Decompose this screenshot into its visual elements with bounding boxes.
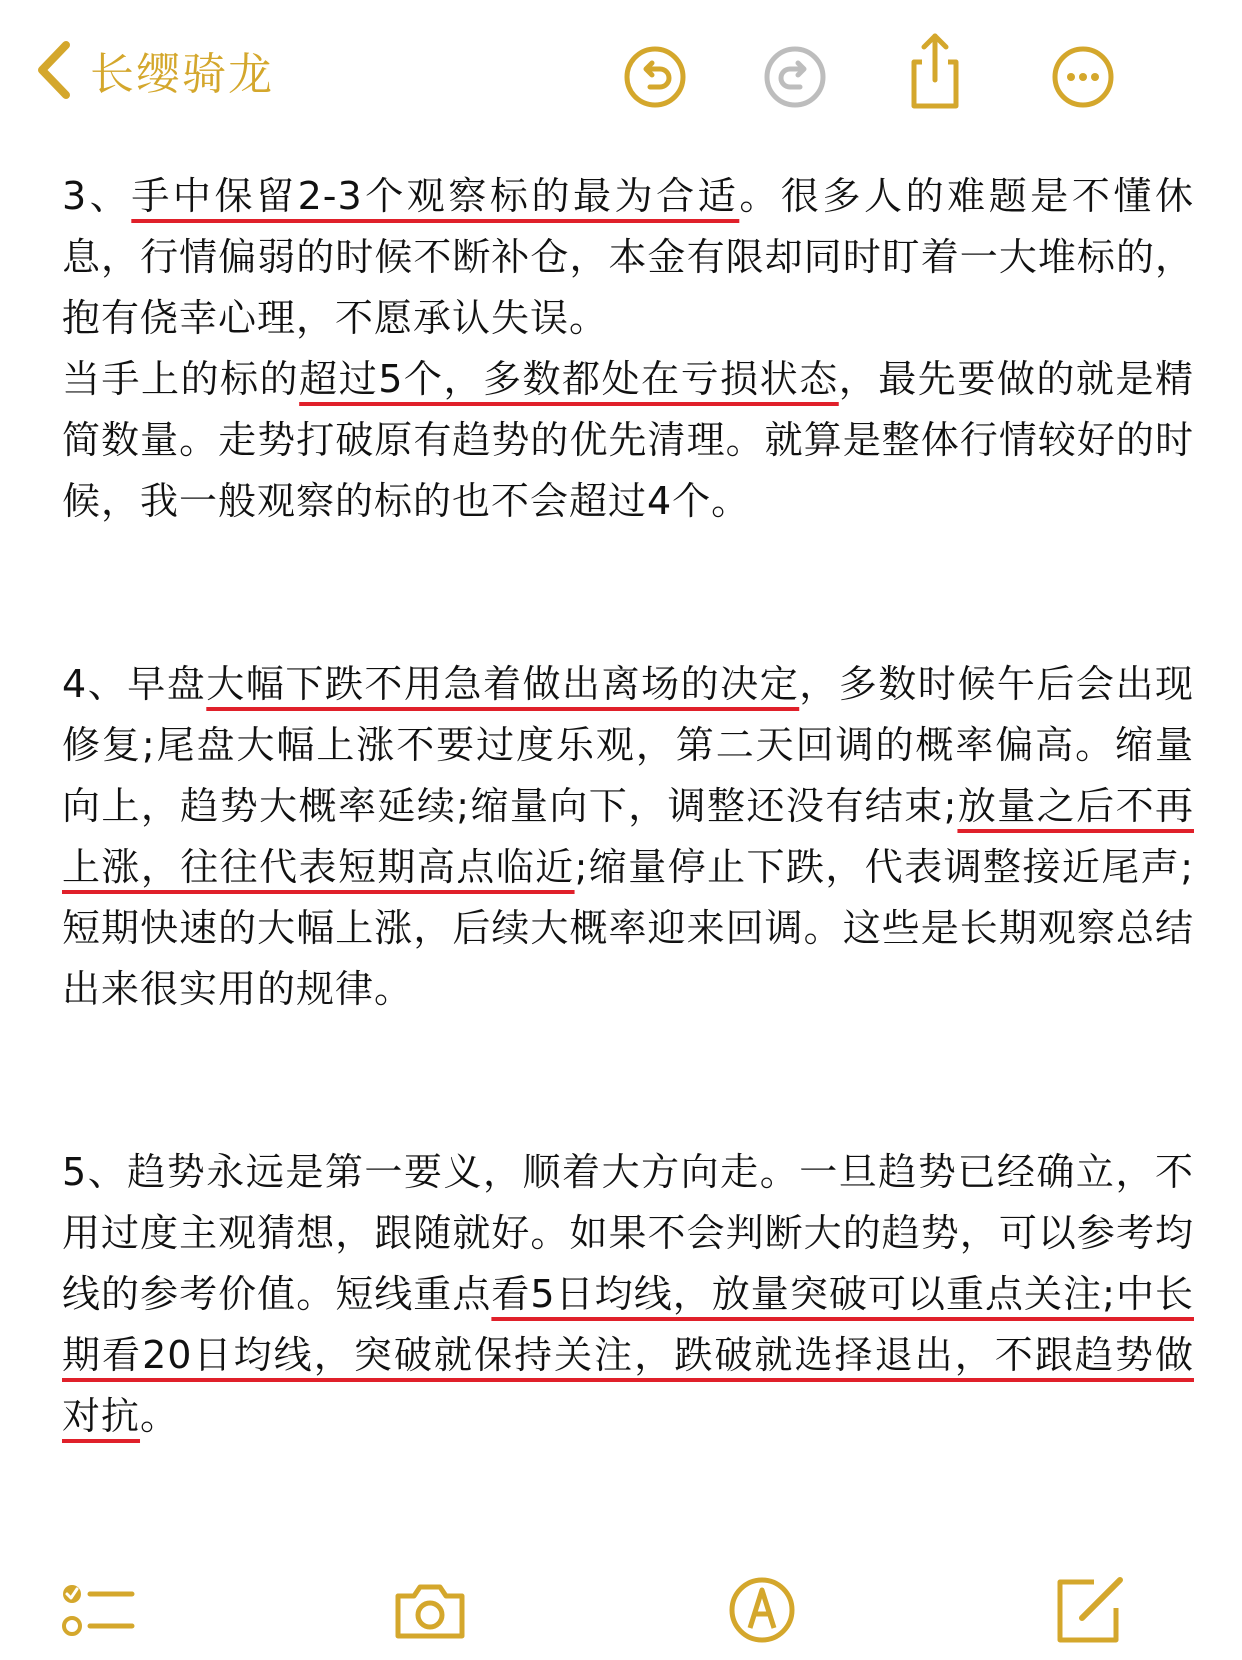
- redo-button[interactable]: [760, 42, 830, 112]
- back-label: 长缨骑龙: [90, 49, 274, 100]
- paragraph-4: 4、早盘大幅下跌不用急着做出离场的决定，多数时候午后会出现修复;尾盘大幅上涨不要过度乐观，第二天回调的概率偏高。缩量向上，趋势大概率延续;缩量向下，调整还没有结束;放量之后不再上涨，往往代表短期高点临近;缩量停止下跌，代表调整接近尾声;短期快速的大幅上涨，后续大概率迎来回调。这些是长期观察总结出来很实用的规律。: [62, 662, 1194, 1011]
- blank-line: [62, 1020, 1194, 1142]
- chevron-left-icon: [34, 39, 74, 101]
- note-body[interactable]: [62, 166, 1194, 1447]
- share-button[interactable]: [900, 30, 970, 112]
- top-toolbar: [0, 0, 1242, 150]
- markup-button[interactable]: [722, 1570, 802, 1650]
- compose-button[interactable]: [1050, 1570, 1130, 1650]
- checklist-button[interactable]: [56, 1570, 136, 1650]
- highlight-underline: 手中保留2-3个观察标的最为合适: [131, 174, 740, 218]
- highlight-underline: 看5日均线，放量突破可以重点关注;中长期看20日均线，突破就保持关注，跌破就选择退出，不跟趋势做对抗: [62, 1272, 1194, 1438]
- more-button[interactable]: [1048, 42, 1118, 112]
- camera-button[interactable]: [390, 1570, 470, 1650]
- paragraph-3: 3、手中保留2-3个观察标的最为合适。很多人的难题是不懂休息，行情偏弱的时候不断补仓，本金有限却同时盯着一大堆标的，抱有侥幸心理，不愿承认失误。 当手上的标的超过5个，多数都处在亏损状态，最先要做的就是精简数量。走势打破原有趋势的优先清理。就算是整体行情较好的时候，我一般观察的标的也不会超过4个。: [62, 174, 1194, 523]
- undo-button[interactable]: [620, 42, 690, 112]
- paragraph-5: 5、趋势永远是第一要义，顺着大方向走。一旦趋势已经确立，不用过度主观猜想，跟随就好。如果不会判断大的趋势，可以参考均线的参考价值。短线重点看5日均线，放量突破可以重点关注;中长期看20日均线，突破就保持关注，跌破就选择退出，不跟趋势做对抗。: [62, 1150, 1194, 1438]
- compose-icon: [1050, 1570, 1130, 1650]
- highlight-underline: 大幅下跌不用急着做出离场的决定: [206, 662, 800, 706]
- markup-icon: [722, 1570, 802, 1650]
- highlight-underline: 超过5个，多数都处在亏损状态: [299, 357, 839, 401]
- more-icon: [1048, 42, 1118, 112]
- back-button[interactable]: [34, 38, 274, 102]
- undo-icon: [620, 42, 690, 112]
- checklist-icon: [56, 1570, 136, 1650]
- bottom-toolbar: [0, 1560, 1242, 1660]
- blank-line: [62, 532, 1194, 654]
- highlight-underline: 放量之后不再上涨，往往代表短期高点临近: [62, 784, 1194, 889]
- share-icon: [900, 30, 970, 112]
- camera-icon: [390, 1570, 470, 1650]
- redo-icon: [760, 42, 830, 112]
